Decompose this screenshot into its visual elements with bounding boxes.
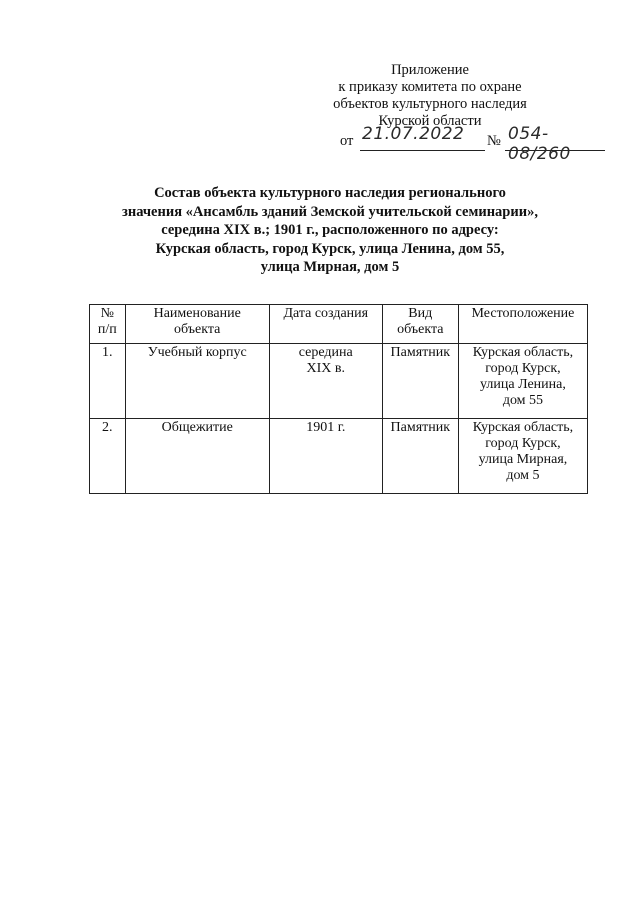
cell-creation-date [269, 419, 382, 494]
title-line: середина XIX в.; 1901 г., расположенного по адресу: [161, 222, 499, 238]
title-line: Курская область, город Курск, улица Ленина, дом 55, [155, 240, 505, 257]
header-text: Вид [408, 306, 433, 321]
order-date-number-line [340, 124, 610, 164]
title-line: Состав объекта культурного наследия регионального [154, 185, 506, 201]
cell-number: 2. [90, 419, 126, 494]
cell-text: улица Ленина, [480, 377, 566, 392]
header-text: объекта [174, 322, 221, 337]
header-number [90, 305, 126, 344]
header-location [458, 305, 587, 344]
header-object-kind [382, 305, 458, 344]
cell-text: город Курск, [485, 436, 561, 451]
cell-object-kind: Памятник [382, 344, 458, 419]
cell-object-name: Общежитие [125, 419, 269, 494]
cell-text: город Курск, [485, 361, 561, 376]
cell-location [458, 344, 587, 419]
cell-text: Курская область, [472, 420, 574, 435]
cell-object-name: Учебный корпус [125, 344, 269, 419]
header-text: объекта [397, 322, 444, 337]
header-text: Наименование [153, 306, 241, 321]
order-date-prefix: от [340, 133, 354, 149]
table-row [90, 344, 588, 419]
heritage-objects-table [89, 304, 588, 494]
header-text: п/п [97, 322, 117, 337]
table-header-row [90, 305, 588, 344]
header-text: № [100, 306, 114, 321]
order-date-underline [360, 150, 485, 151]
appendix-line: Курской области [378, 113, 482, 129]
order-date-handwritten: 21.07.2022 [362, 124, 465, 144]
appendix-line: объектов культурного наследия [333, 96, 527, 112]
order-number-handwritten: 054-08/260 [508, 124, 571, 164]
cell-text: дом 5 [506, 468, 540, 483]
title-line: значения «Ансамбль зданий Земской учительской семинарии», [122, 203, 538, 220]
cell-text: XIX в. [306, 361, 346, 376]
cell-object-kind: Памятник [382, 419, 458, 494]
cell-location [458, 419, 587, 494]
appendix-block [310, 62, 550, 130]
header-creation-date [269, 305, 382, 344]
appendix-line: к приказу комитета по охране [338, 79, 522, 95]
appendix-line: Приложение [391, 62, 469, 78]
cell-text: Курская область, [472, 345, 574, 360]
order-number-prefix: № [487, 133, 501, 149]
document-title [80, 184, 580, 277]
cell-text: 1901 г. [306, 420, 346, 435]
cell-creation-date [269, 344, 382, 419]
title-line: улица Мирная, дом 5 [260, 259, 400, 275]
cell-text: улица Мирная, [478, 452, 568, 467]
cell-text: дом 55 [502, 393, 544, 408]
cell-text: середина [298, 345, 353, 360]
cell-number: 1. [90, 344, 126, 419]
header-text: Местоположение [471, 306, 575, 321]
header-text: Дата создания [283, 306, 369, 321]
header-object-name [125, 305, 269, 344]
table-row [90, 419, 588, 494]
